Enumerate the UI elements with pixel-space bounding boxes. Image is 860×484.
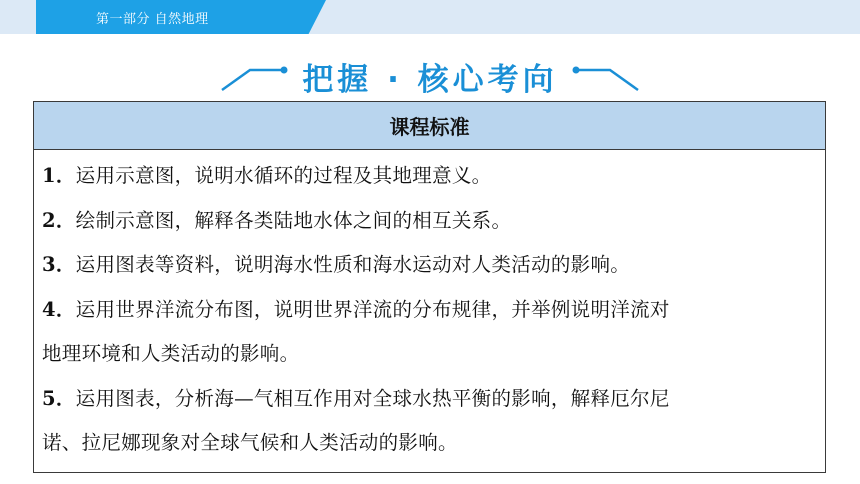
item-number: 5． <box>42 386 76 410</box>
section-label: 第一部分 自然地理 <box>96 12 209 27</box>
section-heading <box>0 50 860 96</box>
standard-line-3 <box>42 243 817 288</box>
item-text: 运用世界洋流分布图，说明世界洋流的分布规律，并举例说明洋流对 <box>75 297 670 321</box>
item-number: 3． <box>42 253 76 276</box>
item-text: 运用图表等资料，说明海水性质和海水运动对人类活动的影响。 <box>75 253 631 276</box>
item-text: 地理环境和人类活动的影响。 <box>42 342 300 365</box>
heading-title: 把握 · 核心考向 <box>302 62 558 98</box>
item-number: 4． <box>42 297 76 321</box>
table-body <box>34 150 825 472</box>
item-number: 2． <box>42 208 76 232</box>
standard-line-5 <box>42 377 817 422</box>
standard-line-4 <box>42 288 817 333</box>
standard-line-4-cont <box>42 332 817 377</box>
item-number: 1． <box>42 164 76 187</box>
standard-line-1 <box>42 154 817 199</box>
table-header: 课程标准 <box>34 102 825 150</box>
item-text: 运用图表，分析海—气相互作用对全球水热平衡的影响，解释厄尔尼 <box>75 386 670 410</box>
curriculum-standards-table <box>33 101 826 473</box>
standard-line-5-cont <box>42 421 817 466</box>
item-text: 绘制示意图，解释各类陆地水体之间的相互关系。 <box>75 208 512 232</box>
item-text: 诺、拉尼娜现象对全球气候和人类活动的影响。 <box>42 431 458 454</box>
item-text: 运用示意图，说明水循环的过程及其地理意义。 <box>75 164 492 187</box>
standard-line-2 <box>42 199 817 244</box>
